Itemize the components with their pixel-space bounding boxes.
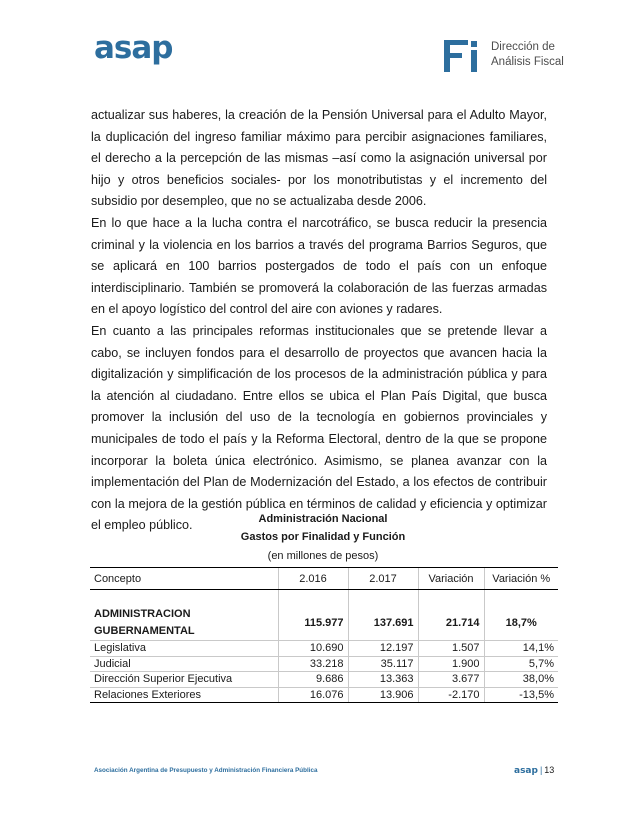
table-row: [90, 672, 558, 688]
col-header-concepto: Concepto: [90, 568, 278, 590]
table-row: [90, 687, 558, 703]
table-total-row: [90, 606, 558, 641]
col-header-2016: 2.016: [278, 568, 348, 590]
total-row-label-line1: ADMINISTRACION: [94, 608, 191, 620]
paragraph-3: En cuanto a las principales reformas institucionales que se pretende llevar a cabo, se incluyen fondos para el desarrollo de proyectos que avancen hacia la digitalización y simplificación de los procesos de la administración pública y para la atención al ciudadano. Entre ellos se ubica el Plan País Digital, que busca promover la inclusión del uso de la tecnología en gobiernos provinciales y municipales de todo el país y la Reforma Electoral, dentro de la que se propone incorporar la boleta única electrónico. Asimismo, se planea avanzar con la implementación del Plan de Modernización del Estado, a los efectos de contribuir con la mejora de la gestión pública en términos de calidad y eficiencia y optimizar el empleo público.: [91, 324, 547, 533]
row-variacion-pct: -13,5%: [484, 687, 558, 703]
page-number: 13: [544, 765, 555, 775]
row-label: Dirección Superior Ejecutiva: [90, 672, 278, 688]
row-2016: 10.690: [278, 641, 348, 657]
row-label: Legislativa: [90, 641, 278, 657]
col-header-variacion: Variación: [418, 568, 484, 590]
row-label: Judicial: [90, 656, 278, 672]
total-row-label-line2: GUBERNAMENTAL: [94, 625, 195, 637]
total-row-2017: 137.691: [348, 606, 418, 641]
row-2016: 16.076: [278, 687, 348, 703]
row-2017: 12.197: [348, 641, 418, 657]
footer-page-number: [514, 765, 554, 776]
asap-logo: asap: [94, 30, 173, 66]
row-variacion-pct: 5,7%: [484, 656, 558, 672]
col-header-variacion-pct: Variación %: [484, 568, 558, 590]
row-variacion: 3.677: [418, 672, 484, 688]
row-2017: 13.906: [348, 687, 418, 703]
total-row-variacion-pct: 18,7%: [484, 606, 558, 641]
row-variacion: -2.170: [418, 687, 484, 703]
row-variacion-pct: 38,0%: [484, 672, 558, 688]
footer-divider: |: [539, 765, 543, 775]
paragraph-1: actualizar sus haberes, la creación de la Pensión Universal para el Adulto Mayor, la duplicación del ingreso familiar máximo para percibir asignaciones familiares, el derecho a la percepción de las mismas –así como la asignación universal por hijo y otros beneficios sociales- por los monotributistas y el incremento del subsidio por desempleo, que no se actualizaba desde 2006.: [91, 108, 547, 209]
total-row-variacion: 21.714: [418, 606, 484, 641]
row-2017: 13.363: [348, 672, 418, 688]
row-2016: 9.686: [278, 672, 348, 688]
table-title: Administración Nacional: [258, 513, 388, 525]
total-row-label: [90, 606, 278, 641]
table-header-row: [90, 568, 558, 590]
footer-org-name: Asociación Argentina de Presupuesto y Administración Financiera Pública: [94, 767, 318, 774]
footer-asap-logo: asap: [514, 766, 538, 776]
paragraph-2: En lo que hace a la lucha contra el narcotráfico, se busca reducir la presencia criminal y la violencia en los barrios a través del programa Barrios Seguros, que se aplicará en 100 barrios postergados de todo el país con un enfoque interdisciplinario. También se promoverá la colaboración de las fuerzas armadas en el apoyo logístico del control del aire con aviones y radares.: [91, 216, 547, 317]
fi-logo-icon: [441, 36, 481, 76]
table-units: (en millones de pesos): [267, 550, 379, 562]
col-header-2017: 2.017: [348, 568, 418, 590]
row-label: Relaciones Exteriores: [90, 687, 278, 703]
table-spacer-row: [90, 590, 558, 607]
table-row: [90, 641, 558, 657]
table-subtitle: Gastos por Finalidad y Función: [240, 531, 406, 543]
table-row: [90, 656, 558, 672]
row-variacion-pct: 14,1%: [484, 641, 558, 657]
total-row-2016: 115.977: [278, 606, 348, 641]
budget-table: [90, 567, 558, 703]
row-2017: 35.117: [348, 656, 418, 672]
row-variacion: 1.900: [418, 656, 484, 672]
row-2016: 33.218: [278, 656, 348, 672]
row-variacion: 1.507: [418, 641, 484, 657]
fi-logo-line1: Dirección de: [491, 41, 555, 53]
fi-logo-line2: Análisis Fiscal: [491, 56, 564, 68]
